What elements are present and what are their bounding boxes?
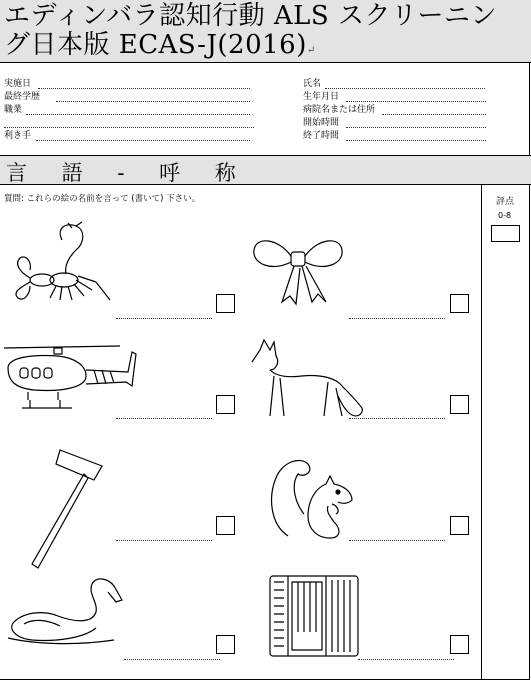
field-handedness-input[interactable] <box>36 140 250 141</box>
answer-line-7[interactable] <box>124 659 220 660</box>
scorpion-icon <box>6 220 118 306</box>
field-occupation-label: 職業 <box>4 105 23 115</box>
answer-line-4[interactable] <box>349 418 445 419</box>
section-band <box>0 155 531 185</box>
field-end-time-input[interactable] <box>346 140 486 141</box>
field-exam-date-label: 実施日 <box>4 79 32 89</box>
field-start-time-label: 開始時間 <box>303 118 340 128</box>
answer-checkbox-6[interactable] <box>450 516 469 535</box>
score-column <box>481 184 531 680</box>
fox-icon <box>246 336 370 424</box>
title-band <box>0 0 531 63</box>
title-line-2-text: グ日本版 ECAS-J(2016) <box>4 30 307 60</box>
field-exam-date-input[interactable] <box>38 88 250 89</box>
answer-line-2[interactable] <box>349 318 445 319</box>
field-name-label: 氏名 <box>303 79 322 89</box>
swan-icon <box>4 572 128 648</box>
field-occupation-input[interactable] <box>26 114 250 115</box>
answer-line-1[interactable] <box>116 318 212 319</box>
field-education-input[interactable] <box>56 101 250 102</box>
answer-checkbox-8[interactable] <box>450 635 469 654</box>
score-label: 評点 <box>496 197 515 207</box>
title-line-2: グ日本版 ECAS-J(2016)↵ <box>4 30 316 60</box>
answer-checkbox-4[interactable] <box>450 395 469 414</box>
answer-checkbox-2[interactable] <box>450 294 469 313</box>
answer-checkbox-7[interactable] <box>216 635 235 654</box>
answer-checkbox-1[interactable] <box>216 294 235 313</box>
field-blank-line[interactable] <box>4 127 254 128</box>
question-text: 質問: これらの絵の名前を言って (書いて) 下さい。 <box>4 194 201 204</box>
answer-line-8[interactable] <box>358 659 454 660</box>
answer-line-5[interactable] <box>116 540 212 541</box>
section-title: 言 語 - 呼 称 <box>6 161 250 185</box>
page-title <box>4 2 497 65</box>
squirrel-icon <box>268 456 360 542</box>
field-start-time-input[interactable] <box>346 127 486 128</box>
answer-line-3[interactable] <box>116 418 212 419</box>
field-hospital-label: 病院名または住所 <box>303 105 376 115</box>
score-box[interactable] <box>491 225 520 242</box>
field-end-time-label: 終了時間 <box>303 131 340 141</box>
answer-checkbox-3[interactable] <box>216 395 235 414</box>
field-education-label: 最終学歴 <box>4 92 41 102</box>
field-birthdate-input[interactable] <box>346 101 486 102</box>
title-line-1: エディンバラ認知行動 ALS スクリーニン <box>4 1 497 31</box>
axe-icon <box>30 446 106 572</box>
score-range: 0-8 <box>498 211 512 220</box>
field-name-input[interactable] <box>325 88 485 89</box>
helicopter-icon <box>0 342 140 418</box>
accordion-icon <box>266 572 362 660</box>
field-handedness-label: 利き手 <box>4 131 32 141</box>
field-birthdate-label: 生年月日 <box>303 92 340 102</box>
answer-line-6[interactable] <box>349 540 445 541</box>
answer-checkbox-5[interactable] <box>216 516 235 535</box>
bow-icon <box>250 232 346 306</box>
field-hospital-input[interactable] <box>382 114 486 115</box>
